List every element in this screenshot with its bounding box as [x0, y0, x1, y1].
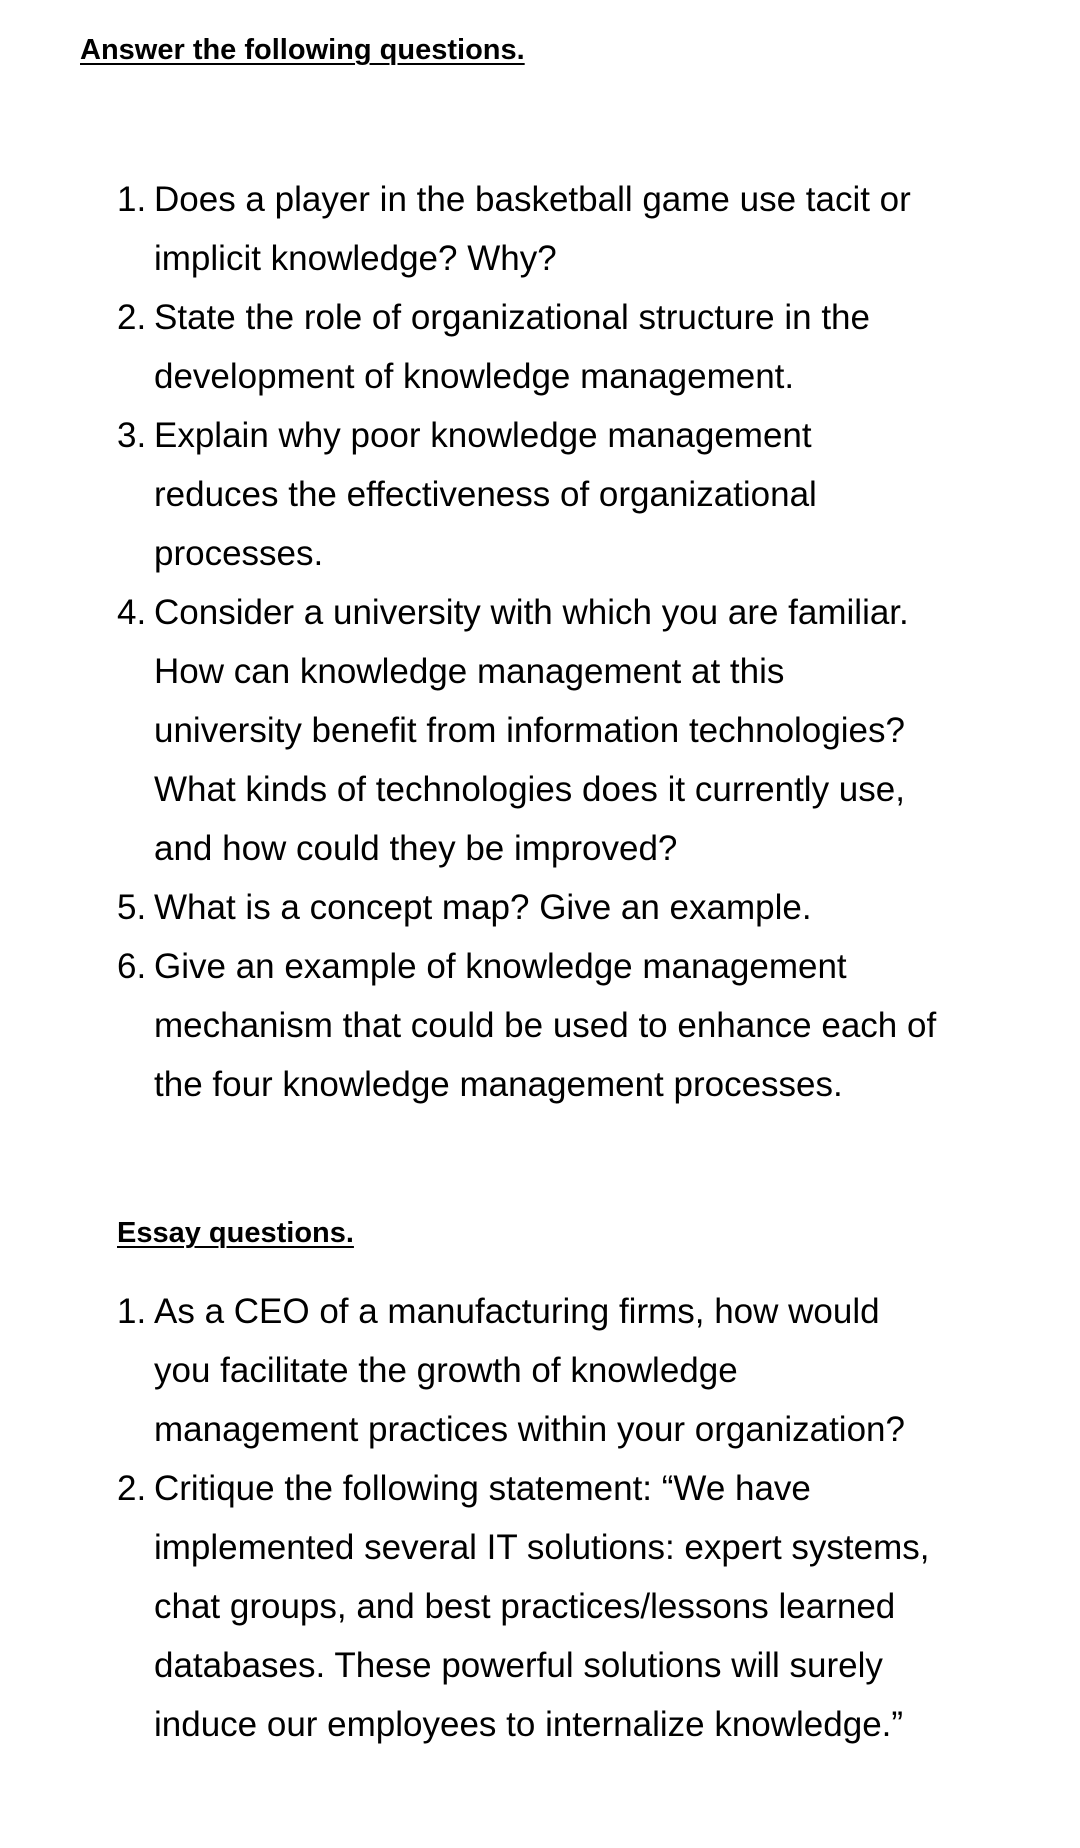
question-line: the four knowledge management processes.	[154, 1065, 843, 1104]
question-number: 2.	[117, 1469, 147, 1508]
question-line: What kinds of technologies does it currently use,	[154, 770, 905, 809]
question-line: and how could they be improved?	[154, 829, 678, 868]
question-item-3	[117, 406, 1017, 583]
section-heading-essay-questions: Essay questions.	[117, 1217, 354, 1249]
question-line: Does a player in the basketball game use tacit or	[154, 180, 911, 219]
question-line: How can knowledge management at this	[154, 652, 785, 691]
question-line: What is a concept map? Give an example.	[154, 888, 812, 927]
question-line: you facilitate the growth of knowledge	[154, 1351, 738, 1390]
essay-question-list	[117, 1282, 1017, 1754]
question-line: Give an example of knowledge management	[154, 947, 847, 986]
question-item-5	[117, 878, 1017, 937]
essay-item-1	[117, 1282, 1017, 1459]
question-item-4	[117, 583, 1017, 878]
question-item-2	[117, 288, 1017, 406]
question-number: 4.	[117, 593, 147, 632]
question-line: databases. These powerful solutions will surely	[154, 1646, 883, 1685]
short-answer-question-list	[117, 170, 1017, 1114]
question-line: As a CEO of a manufacturing firms, how would	[154, 1292, 880, 1331]
question-line: Consider a university with which you are familiar.	[154, 593, 909, 632]
question-number: 3.	[117, 416, 147, 455]
essay-item-2	[117, 1459, 1017, 1754]
question-line: induce our employees to internalize knowledge.”	[154, 1705, 904, 1744]
question-line: chat groups, and best practices/lessons learned	[154, 1587, 896, 1626]
question-number: 1.	[117, 1292, 147, 1331]
question-line: Critique the following statement: “We have	[154, 1469, 811, 1508]
question-line: management practices within your organization?	[154, 1410, 905, 1449]
question-line: Explain why poor knowledge management	[154, 416, 812, 455]
question-line: implicit knowledge? Why?	[154, 239, 557, 278]
question-item-1	[117, 170, 1017, 288]
question-line: reduces the effectiveness of organizational	[154, 475, 817, 514]
question-number: 5.	[117, 888, 147, 927]
question-line: processes.	[154, 534, 324, 573]
question-line: implemented several IT solutions: expert systems,	[154, 1528, 930, 1567]
question-line: development of knowledge management.	[154, 357, 795, 396]
question-number: 1.	[117, 180, 147, 219]
section-heading-answer-questions: Answer the following questions.	[80, 34, 525, 66]
question-number: 2.	[117, 298, 147, 337]
question-line: mechanism that could be used to enhance each of	[154, 1006, 937, 1045]
question-number: 6.	[117, 947, 147, 986]
question-line: State the role of organizational structure in the	[154, 298, 870, 337]
question-line: university benefit from information technologies?	[154, 711, 905, 750]
question-item-6	[117, 937, 1017, 1114]
